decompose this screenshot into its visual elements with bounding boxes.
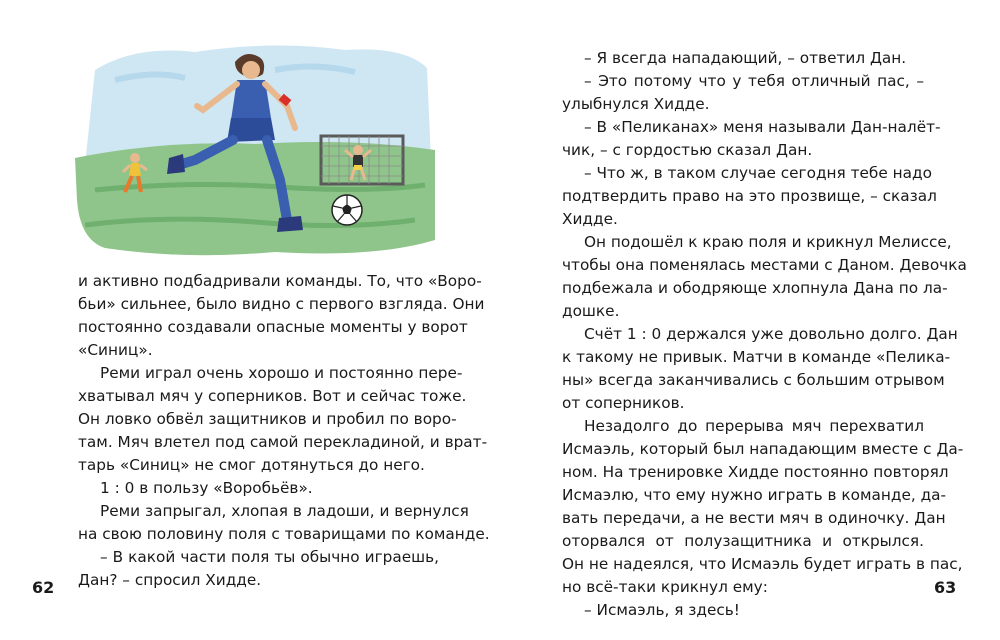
text-line: к такому не привык. Матчи в команде «Пелика- xyxy=(562,348,951,366)
right-page xyxy=(500,0,1000,640)
text-line: подтвердить право на это прозвище, – сказал xyxy=(562,187,937,205)
text-line: ном. На тренировке Хидде постоянно повторял xyxy=(562,463,949,481)
football-scene-illustration xyxy=(75,40,435,260)
text-line: – Это потому что у тебя отличный пас, – xyxy=(584,72,924,90)
text-line: оторвался от полузащитника и открылся. xyxy=(562,532,924,550)
grass-field xyxy=(75,142,435,255)
text-line: Реми играл очень хорошо и постоянно пере- xyxy=(100,364,463,382)
text-line: тарь «Синиц» не смог дотянуться до него. xyxy=(78,456,425,474)
text-line: Реми запрыгал, хлопая в ладоши, и вернулся xyxy=(100,502,469,520)
text-line: хватывал мяч у соперников. Вот и сейчас тоже. xyxy=(78,387,467,405)
text-line: 1 : 0 в пользу «Воробьёв». xyxy=(100,479,313,497)
page-number-right: 63 xyxy=(934,578,957,597)
text-line: – Исмаэль, я здесь! xyxy=(584,601,740,619)
text-line: Хидде. xyxy=(562,210,618,228)
text-line: Счёт 1 : 0 держался уже довольно долго. Дан xyxy=(584,325,958,343)
text-line: – Я всегда нападающий, – ответил Дан. xyxy=(584,49,907,67)
text-line: – Что ж, в таком случае сегодня тебе надо xyxy=(584,164,932,182)
text-line: Он ловко обвёл защитников и пробил по воро- xyxy=(78,410,457,428)
text-line: но всё-таки крикнул ему: xyxy=(562,578,768,596)
text-line: вать передачи, а не вести мяч в одиночку. Дан xyxy=(562,509,946,527)
text-line: Дан? – спросил Хидде. xyxy=(78,571,262,589)
text-line: «Синиц». xyxy=(78,341,153,359)
text-line: Он не надеялся, что Исмаэль будет играть в пас, xyxy=(562,555,963,573)
left-page-text xyxy=(78,270,490,592)
text-line: Исмаэлю, что ему нужно играть в команде, да- xyxy=(562,486,947,504)
text-line: ны» всегда заканчивались с большим отрывом xyxy=(562,371,945,389)
text-line: чтобы она поменялась местами с Даном. Девочка xyxy=(562,256,967,274)
text-line: Незадолго до перерыва мяч перехватил xyxy=(584,417,924,435)
text-line: Он подошёл к краю поля и крикнул Мелиссе, xyxy=(584,233,952,251)
text-line: подбежала и ободряюще хлопнула Дана по ла- xyxy=(562,279,948,297)
text-line: от соперников. xyxy=(562,394,685,412)
text-line: и активно подбадривали команды. То, что «Воро- xyxy=(78,272,482,290)
text-line: Исмаэль, который был нападающим вместе с Да- xyxy=(562,440,964,458)
football-ball-icon xyxy=(332,195,362,225)
text-line: – В какой части поля ты обычно играешь, xyxy=(100,548,439,566)
text-line: там. Мяч влетел под самой перекладиной, и врат- xyxy=(78,433,488,451)
text-line: бьи» сильнее, было видно с первого взгляда. Они xyxy=(78,295,485,313)
text-line: улыбнулся Хидде. xyxy=(562,95,710,113)
text-line: на свою половину поля с товарищами по команде. xyxy=(78,525,490,543)
page-number-left: 62 xyxy=(32,578,55,597)
text-line: постоянно создавали опасные моменты у ворот xyxy=(78,318,468,336)
text-line: дошке. xyxy=(562,302,620,320)
text-line: чик, – с гордостью сказал Дан. xyxy=(562,141,813,159)
text-line: – В «Пеликанах» меня называли Дан-налёт- xyxy=(584,118,941,136)
